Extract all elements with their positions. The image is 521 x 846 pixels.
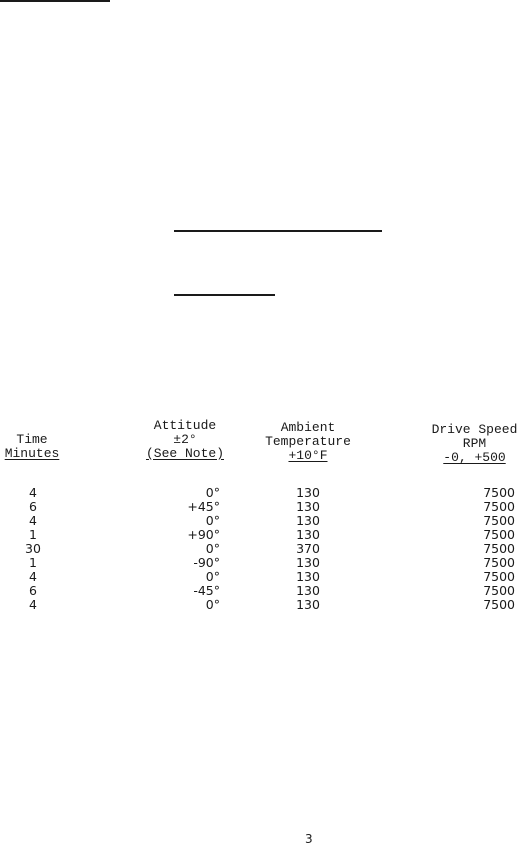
table-cell: 130 xyxy=(296,499,320,514)
table-cell: 7500 xyxy=(483,583,515,598)
table-cell: 0° xyxy=(205,597,220,612)
table-cell: 7500 xyxy=(483,597,515,612)
table-cell: 7500 xyxy=(483,569,515,584)
table-cell: 7500 xyxy=(483,485,515,500)
header-drive-line2: RPM xyxy=(462,436,487,451)
table-cell: 4 xyxy=(29,569,37,584)
header-attitude xyxy=(140,419,230,461)
table-cell: -45° xyxy=(193,583,220,598)
table-cell: 370 xyxy=(296,541,320,556)
header-attitude-line3: (See Note) xyxy=(145,446,224,461)
header-ambient-line3: +10°F xyxy=(288,448,328,463)
table-cell: 130 xyxy=(296,555,320,570)
header-ambient-line1: Ambient xyxy=(280,420,336,435)
column-attitude xyxy=(160,486,220,612)
table-cell: 6 xyxy=(29,583,37,598)
column-rpm xyxy=(465,486,515,612)
header-ambient xyxy=(253,421,363,463)
header-ambient-line2: Temperature xyxy=(265,434,351,449)
header-time-line2: Minutes xyxy=(4,446,60,461)
table-cell: +90° xyxy=(187,527,220,542)
table-cell: 1 xyxy=(29,527,37,542)
header-drive-line1: Drive Speed xyxy=(431,422,518,437)
top-left-rule xyxy=(0,0,110,2)
table-cell: +45° xyxy=(187,499,220,514)
table-cell: 130 xyxy=(296,485,320,500)
table-cell: 130 xyxy=(296,513,320,528)
table-cell: 7500 xyxy=(483,555,515,570)
table-cell: 0° xyxy=(205,569,220,584)
table-cell: 1 xyxy=(29,555,37,570)
table-cell: 0° xyxy=(205,485,220,500)
table-cell: 4 xyxy=(29,513,37,528)
column-time xyxy=(18,486,48,612)
table-cell: 130 xyxy=(296,583,320,598)
table-cell: 130 xyxy=(296,569,320,584)
subtitle-rule xyxy=(174,294,275,296)
column-temperature xyxy=(283,486,333,612)
header-drive-speed xyxy=(428,423,521,465)
header-time xyxy=(2,433,62,461)
header-drive-line3: -0, +500 xyxy=(443,450,506,465)
header-time-line1: Time xyxy=(16,432,48,447)
title-rule xyxy=(174,230,382,232)
table-cell: 130 xyxy=(296,597,320,612)
header-attitude-line2: ±2° xyxy=(173,432,197,447)
table-cell: 7500 xyxy=(483,541,515,556)
table-cell: 130 xyxy=(296,527,320,542)
header-attitude-line1: Attitude xyxy=(153,418,217,433)
table-cell: 4 xyxy=(29,597,37,612)
table-cell: 7500 xyxy=(483,527,515,542)
table-cell: 7500 xyxy=(483,499,515,514)
table-cell: 0° xyxy=(205,541,220,556)
table-cell: 0° xyxy=(205,513,220,528)
table-cell: 7500 xyxy=(483,513,515,528)
table-cell: 6 xyxy=(29,499,37,514)
page-number: 3 xyxy=(305,832,313,846)
table-cell: 30 xyxy=(25,541,41,556)
table-cell: 4 xyxy=(29,485,37,500)
table-cell: -90° xyxy=(193,555,220,570)
